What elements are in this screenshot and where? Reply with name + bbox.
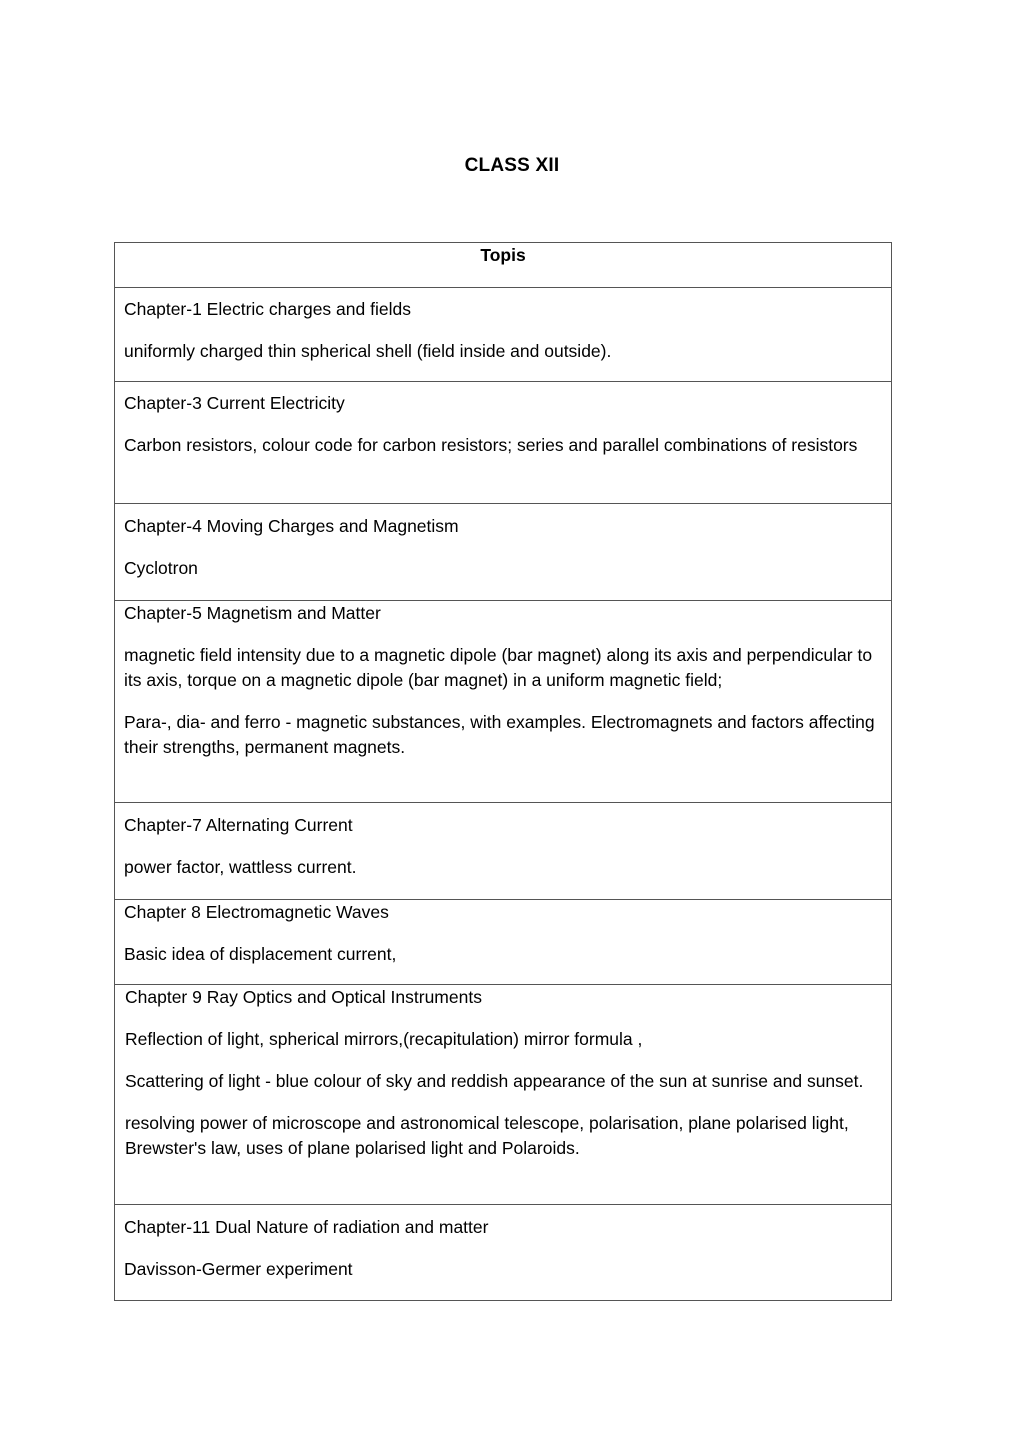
chapter-topic-text: Carbon resistors, colour code for carbon resistors; series and parallel combinations of resistors xyxy=(124,435,858,455)
chapter-heading: Chapter-7 Alternating Current xyxy=(124,815,353,835)
table-header xyxy=(115,243,891,287)
chapter-topic-text: magnetic field intensity due to a magnetic dipole (bar magnet) along its axis and perpendicular to its axis, torque on a magnetic dipole (bar magnet) in a uniform magnetic field; xyxy=(124,645,873,690)
chapter-topic-text: Para-, dia- and ferro - magnetic substances, with examples. Electromagnets and factors affecting their strengths, permanent magnets. xyxy=(124,712,875,757)
table-header-label: Topis xyxy=(480,245,526,265)
chapter-topic-text: Cyclotron xyxy=(124,558,198,578)
table-row-chapter-7 xyxy=(115,802,891,899)
chapter-heading: Chapter-4 Moving Charges and Magnetism xyxy=(124,516,459,536)
chapter-heading: Chapter-5 Magnetism and Matter xyxy=(124,603,381,623)
chapter-heading: Chapter 8 Electromagnetic Waves xyxy=(124,902,389,922)
chapter-topic-text: Davisson-Germer experiment xyxy=(124,1259,353,1279)
chapter-topic-text: Scattering of light - blue colour of sky and reddish appearance of the sun at sunrise and sunset. xyxy=(125,1071,864,1091)
chapter-topic-text: uniformly charged thin spherical shell (field inside and outside). xyxy=(124,341,612,361)
chapter-topic-text: power factor, wattless current. xyxy=(124,857,357,877)
chapter-topic-text: Basic idea of displacement current, xyxy=(124,944,397,964)
table-row-chapter-3 xyxy=(115,381,891,503)
table-row-chapter-5 xyxy=(115,600,891,802)
table-row-chapter-1 xyxy=(115,287,891,381)
topics-table xyxy=(114,242,892,1301)
chapter-topic-text: resolving power of microscope and astronomical telescope, polarisation, plane polarised light, Brewster's law, uses of plane polarised light and Polaroids. xyxy=(125,1113,849,1158)
chapter-topic-text: Reflection of light, spherical mirrors,(recapitulation) mirror formula , xyxy=(125,1029,643,1049)
table-row-chapter-9 xyxy=(115,984,891,1204)
chapter-heading: Chapter 9 Ray Optics and Optical Instruments xyxy=(125,987,482,1007)
table-row-chapter-11 xyxy=(115,1204,891,1300)
chapter-heading: Chapter-11 Dual Nature of radiation and matter xyxy=(124,1217,489,1237)
page-title: CLASS XII xyxy=(464,155,560,176)
table-row-chapter-4 xyxy=(115,503,891,600)
table-row-chapter-8 xyxy=(115,899,891,984)
chapter-heading: Chapter-1 Electric charges and fields xyxy=(124,299,411,319)
chapter-heading: Chapter-3 Current Electricity xyxy=(124,393,345,413)
